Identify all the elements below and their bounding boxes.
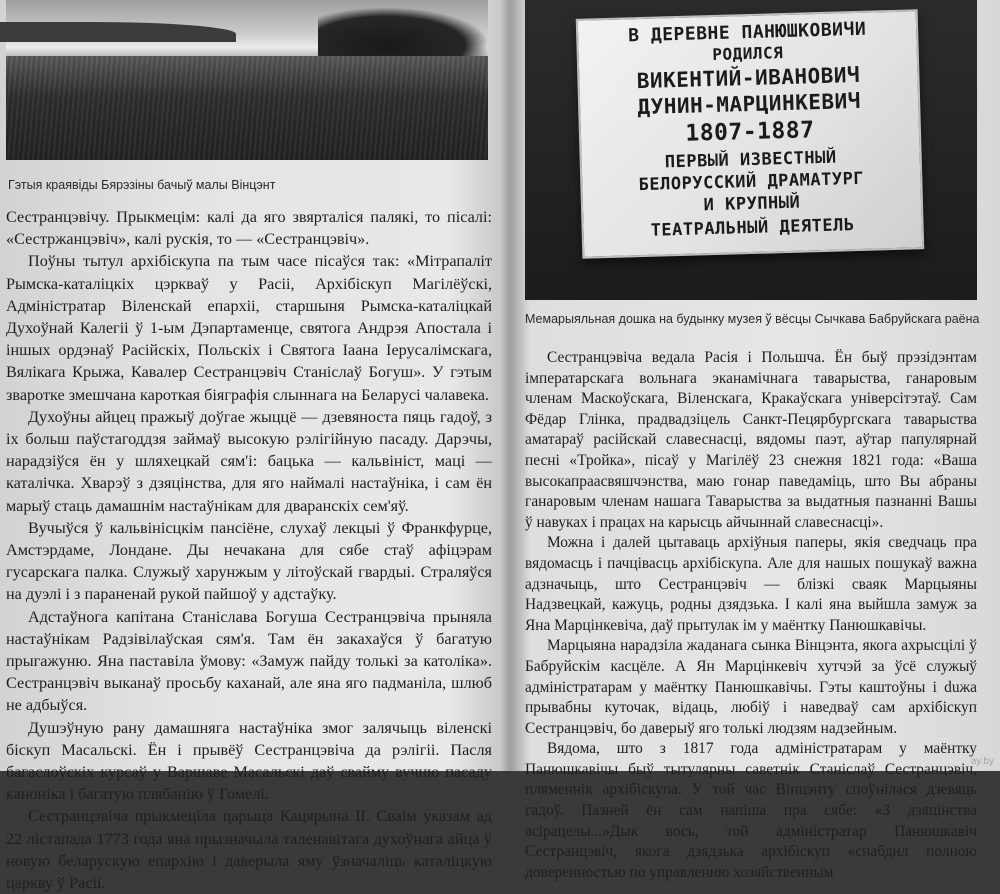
plaque-line: ДУНИН-МАРЦИНКЕВИЧ	[637, 88, 862, 120]
left-body-text	[6, 206, 492, 894]
memorial-plaque	[576, 9, 925, 258]
plaque-line: В ДЕРЕВНЕ ПАНЮШКОВИЧИ	[627, 18, 867, 47]
plaque-photo	[525, 0, 977, 300]
paragraph: Поўны тытул архібіскупа па тым часе пісаўся так: «Мітрапаліт Рымска-каталіцкіх цэркваў у Расіі, Архібіскуп Магілёўскі, Адміністратар Віленскай епархіі, старшыня Рымска-каталіцкай Духоўнай Калегіі ў 1-ым Дэпартаменце, святога Андрэя Апостала і іншых ордэнаў Расійскіх, Польскіх і Святога Іаана Іерусалімскага, Вялікага Крыжа, Кавалер Сестранцэвіч Станіслаў Богуш». У гэтым зваротке змешчана кароткая біяграфія слыннага на Беларусі чалавека.	[6, 252, 492, 404]
watermark: ay.by	[970, 756, 994, 767]
paragraph: Адстаўнога капітана Станіслава Богуша Сестранцэвіча прыняла настаўнікам Радзівілаўская сям'я. Там ён закахаўся ў багатую прыгажуню. Яна паставіла ўмову: «Замуж пайду толькі за католіка». Сестранцэвіч выканаў просьбу каханай, але яна яго падманіла, шлюб не адбыўся.	[6, 607, 492, 715]
paragraph: Душэўную рану дамашняга настаўніка змог залячыць віленскі біскуп Масальскі. Ён і прывёў Сестранцэвіча да рэлігіі. Пасля багаслоўскіх курсаў у Варшаве Масальскі даў свайму вучню пасаду каноніка і багатую плябанію ў Гомелі.	[6, 718, 492, 804]
paragraph: Марцыяна нарадзіла жаданага сынка Вінцэнта, якога ахрысцілі ў Бабруйскім касцёле. А Ян Марцінкевіч хутчэй за ўсё служыў адміністратарам у маёнтку Панюшкавічы. Гэты каштоўны і duжа прывабны куточак, відаць, любіў і наведваў сам архібіскуп Сестранцэвіч, бо даверыў яго толькі людзям надзейным.	[525, 637, 977, 737]
paragraph: Сестранцэвіча прыкмеціла царыца Кацярына II. Сваім указам ад 22 лістапада 1773 года яна прызначыла таленавітага духоўнага айца ў новую беларускую епархію і даверыла яму ўзначаліць каталіцкую царкву ў Расіі.	[6, 807, 492, 893]
plaque-line: БЕЛОРУССКИЙ ДРАМАТУРГ	[638, 168, 865, 196]
plaque-line: ТЕАТРАЛЬНЫЙ ДЕЯТЕЛЬ	[650, 215, 855, 241]
photo-meadow	[6, 56, 488, 160]
paragraph: Сестранцэвіча ведала Расія і Польшча. Ён быў прэзідэнтам імператарскага вольнага эканамічнага таварыства, ганаровым членам Маскоўскага, Віленскага, Кракаўскага універсітэтаў. Сам Фёдар Глінка, прадвадзіцель Санкт-Пецярбургскага таварыства аматараў расійскай славеснасці, вядомы паэт, аўтар папулярнай песні «Тройка», пісаў у Магілёў 23 снежня 1821 года: «Ваша высокапраасвяшчэнства, маю гонар паведаміць, што Вы абраны ганаровым членам нашага Таварыства за выдатныя пазнанні Вашы ў навуках і працах на карысць айчыннай славеснасці».	[525, 349, 977, 531]
landscape-photo	[6, 0, 488, 160]
plaque-line: РОДИЛСЯ	[712, 43, 784, 65]
left-photo-caption: Гэтыя краявіды Бярэзіны бачыў малы Вінцэнт	[8, 178, 276, 192]
paragraph: Можна і далей цытаваць архіўныя паперы, якія сведчаць пра вядомасць і пачцівасць архібіскупа. Але для нашых пошукаў важна адзначыць, што Сестранцэвіч — блізкі сваяк Марцыяны Надзвецкай, кажуць, родны дзядзька. І калі яна выйшла замуж за Яна Марцінкевіча, даў прытулак ім у маёнтку Панюшкавічы.	[525, 534, 977, 634]
paragraph: Сестранцэвічу. Прыкмецім: калі да яго звярталіся палякі, то пісалі: «Сестржанцэвіч», калі рускія, то — «Сестранцэвіч».	[6, 208, 492, 249]
plaque-line: ПЕРВЫЙ ИЗВЕСТНЫЙ	[664, 147, 837, 173]
plaque-line: И КРУПНЫЙ	[703, 192, 801, 216]
right-page	[515, 0, 1000, 881]
right-photo-caption: Мемарыяльная дошка на будынку музея ў вёсцы Сычкава Бабруйскага раёна	[525, 312, 980, 326]
plaque-line: ВИКЕНТИЙ-ИВАНОВИЧ	[636, 62, 861, 94]
plaque-line: 1807-1887	[685, 117, 815, 147]
paragraph: Духоўны айцец пражыў доўгае жыццё — дзевяноста пяць гадоў, з іх больш паўстагоддзя займаў высокую рэлігійную пасаду. Дарэчы, нарадзіўся ён у шляхецкай сям'і: бацька — кальвініст, маці — каталічка. Хварэў з дзяцінства, для яго наймалі настаўніка, і сам ён марыў стаць дамашнім настаўнікам для дваранскіх сем'яў.	[6, 407, 492, 515]
paragraph: Вучыўся ў кальвінісцкім пансіёне, слухаў лекцыі ў Франкфурце, Амстэрдаме, Лондане. Ды нечакана для сябе стаў афіцэрам гусарскага палка. Служыў харунжым у літоўскай гвардыі. Страляўся на дуэлі і з параненай рукой пайшоў у адстаўку.	[6, 518, 492, 604]
paragraph: Вядома, што з 1817 года адміністратарам у маёнтку Панюшкавічы быў тытулярны саветнік Станіслаў Сестранцэвіч, пляменнік архібіскупа. У той час Вінцэнту споўнілася дзевяць гадоў. Пазней ён сам напіша пра сябе: «З дзяцінства асірацелы...»Дык вось, той адміністратар Панюшкавіч Сестранцэвіч, якога дзядзька архібіскуп «снабдил полною доверенностью по управлению хозяйственным	[525, 740, 977, 881]
right-body-text	[525, 348, 977, 883]
